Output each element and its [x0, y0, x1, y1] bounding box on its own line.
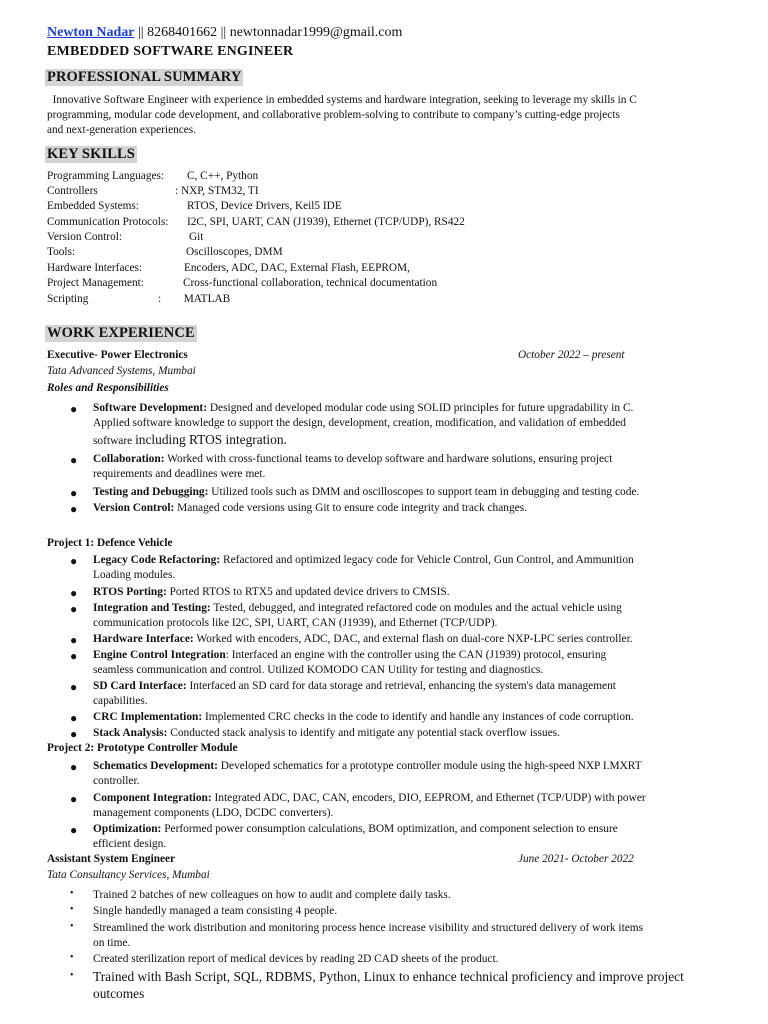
project-title-1: Project 1: Defence Vehicle: [47, 537, 173, 549]
list-item: Collaboration: Worked with cross-functional teams to develop software and hardware solutions, ensuring project requirements and deadlines were met.: [93, 453, 613, 481]
skill-value: I2C, SPI, UART, CAN (J1939), Ethernet (TCP/UDP), RS422: [187, 216, 465, 228]
skill-label: Scripting: [47, 293, 89, 305]
skill-label: Controllers: [47, 185, 98, 197]
summary-line: Innovative Software Engineer with experience in embedded systems and hardware integration, seeking to leverage my skills in C: [47, 94, 637, 106]
bullet-dot: ●: [70, 586, 78, 600]
skills-heading: KEY SKILLS: [47, 146, 135, 162]
project-title-2: Project 2: Prototype Controller Module: [47, 742, 238, 754]
skill-value: : MATLAB: [158, 293, 231, 305]
skill-value: Oscilloscopes, DMM: [186, 246, 283, 258]
list-item: Component Integration: Integrated ADC, DAC, CAN, encoders, DIO, EEPROM, and Ethernet (TCP/UDP) with power management components (LDO, DCDC converters).: [93, 792, 646, 820]
bullet-dot: •: [70, 904, 74, 915]
skill-label: Tools:: [47, 246, 76, 258]
bullet-dot: ●: [70, 711, 78, 725]
list-item: Single handedly managed a team consisting 4 people.: [93, 905, 338, 917]
company-2: Tata Consultancy Services, Mumbai: [47, 869, 210, 881]
job-title-1: Executive- Power Electronics: [47, 349, 188, 361]
job-dates-1: October 2022 – present: [518, 349, 625, 361]
bullet-dot: •: [70, 921, 74, 932]
skill-label: Communication Protocols:: [47, 216, 169, 228]
bullet-dot: ●: [70, 602, 78, 616]
skill-label: Version Control:: [47, 231, 122, 243]
list-item: Trained 2 batches of new colleagues on how to audit and complete daily tasks.: [93, 889, 451, 901]
roles-heading: Roles and Responsibilities: [47, 382, 169, 394]
work-heading: WORK EXPERIENCE: [47, 325, 195, 341]
bullet-dot: ●: [70, 823, 78, 837]
list-item: Integration and Testing: Tested, debugged, and integrated refactored code on modules and the actual vehicle using communication protocols like I2C, SPI, UART, CAN (J1939), and Ethernet (TCP/UDP).: [93, 602, 622, 630]
list-item: Schematics Development: Developed schematics for a prototype controller module using the high-speed NXP I.MXRT controller.: [93, 760, 642, 788]
job-dates-2: June 2021- October 2022: [518, 853, 634, 865]
name-link[interactable]: Newton Nadar: [47, 25, 135, 40]
skill-value: Git: [189, 231, 204, 243]
job-title: EMBEDDED SOFTWARE ENGINEER: [47, 44, 294, 59]
summary-line: and next-generation experiences.: [47, 124, 196, 136]
contact-details: || 8268401662 || newtonnadar1999@gmail.com: [134, 25, 403, 40]
bullet-dot: ●: [70, 402, 78, 416]
list-item: SD Card Interface: Interfaced an SD card for data storage and retrieval, enhancing the system's data management capabilities.: [93, 680, 616, 708]
skill-value: Encoders, ADC, DAC, External Flash, EEPROM,: [184, 262, 410, 274]
skill-label: Embedded Systems:: [47, 200, 139, 212]
list-item: Optimization: Performed power consumption calculations, BOM optimization, and component selection to ensure efficient design.: [93, 823, 618, 851]
skill-value: Cross-functional collaboration, technical documentation: [183, 277, 438, 289]
bullet-dot: ●: [70, 760, 78, 774]
company-1: Tata Advanced Systems, Mumbai: [47, 365, 196, 377]
summary-line: programming, modular code development, and collaborative problem-solving to contribute to company’s cutting-edge projects: [47, 109, 620, 121]
bullet-dot: ●: [70, 727, 78, 741]
list-item: Engine Control Integration: Interfaced an engine with the controller using the CAN (J1939) protocol, ensuring seamless communication and control. Utilized KOMODO CAN Utility for testing and diagnostics.: [93, 649, 607, 677]
list-item: Hardware Interface: Worked with encoders, ADC, DAC, and external flash on dual-core NXP-LPC series controller.: [93, 633, 633, 645]
bullet-dot: ●: [70, 792, 78, 806]
list-item: Testing and Debugging: Utilized tools such as DMM and oscilloscopes to support team in debugging and testing code.: [93, 486, 640, 498]
skill-label: Hardware Interfaces:: [47, 262, 143, 274]
skill-value: RTOS, Device Drivers, Keil5 IDE: [187, 200, 342, 212]
bullet-dot: ●: [70, 633, 78, 647]
list-item: Version Control: Managed code versions using Git to ensure code integrity and track changes.: [93, 502, 528, 514]
list-item: Streamlined the work distribution and monitoring process hence increase visibility and structured delivery of work items on time.: [93, 922, 644, 950]
bullet-dot: ●: [70, 453, 78, 467]
bullet-dot: •: [70, 888, 74, 899]
bullet-dot: •: [70, 952, 74, 963]
contact-line: [47, 25, 402, 41]
bullet-dot: ●: [70, 649, 78, 663]
bullet-dot: ●: [70, 502, 78, 516]
list-item: Software Development: Designed and developed modular code using SOLID principles for future upgradability in C. Applied software knowledge to support the design, development, creation, modification, and validation of embedded software including RTOS integration.: [93, 402, 634, 447]
job-title-2: Assistant System Engineer: [47, 853, 176, 865]
skill-label: Programming Languages:: [47, 170, 165, 182]
skill-label: Project Management:: [47, 277, 144, 289]
summary-heading: PROFESSIONAL SUMMARY: [47, 69, 242, 85]
bullet-dot: ●: [70, 486, 78, 500]
list-item: Legacy Code Refactoring: Refactored and optimized legacy code for Vehicle Control, Gun Control, and Ammunition Loading modules.: [93, 554, 634, 582]
list-item: CRC Implementation: Implemented CRC checks in the code to identify and handle any instances of code corruption.: [93, 711, 634, 723]
bullet-dot: •: [70, 970, 74, 981]
list-item: RTOS Porting: Ported RTOS to RTX5 and updated device drivers to CMSIS.: [93, 586, 450, 598]
skill-value: : NXP, STM32, TI: [175, 185, 259, 197]
bullet-dot: ●: [70, 680, 78, 694]
list-item: Trained with Bash Script, SQL, RDBMS, Python, Linux to enhance technical proficiency and improve project outcomes: [93, 969, 684, 1001]
list-item: Created sterilization report of medical devices by reading 2D CAD sheets of the product.: [93, 953, 499, 965]
list-item: Stack Analysis: Conducted stack analysis to identify and mitigate any potential stack overflow issues.: [93, 727, 560, 739]
skill-value: C, C++, Python: [187, 170, 259, 182]
bullet-dot: ●: [70, 554, 78, 568]
